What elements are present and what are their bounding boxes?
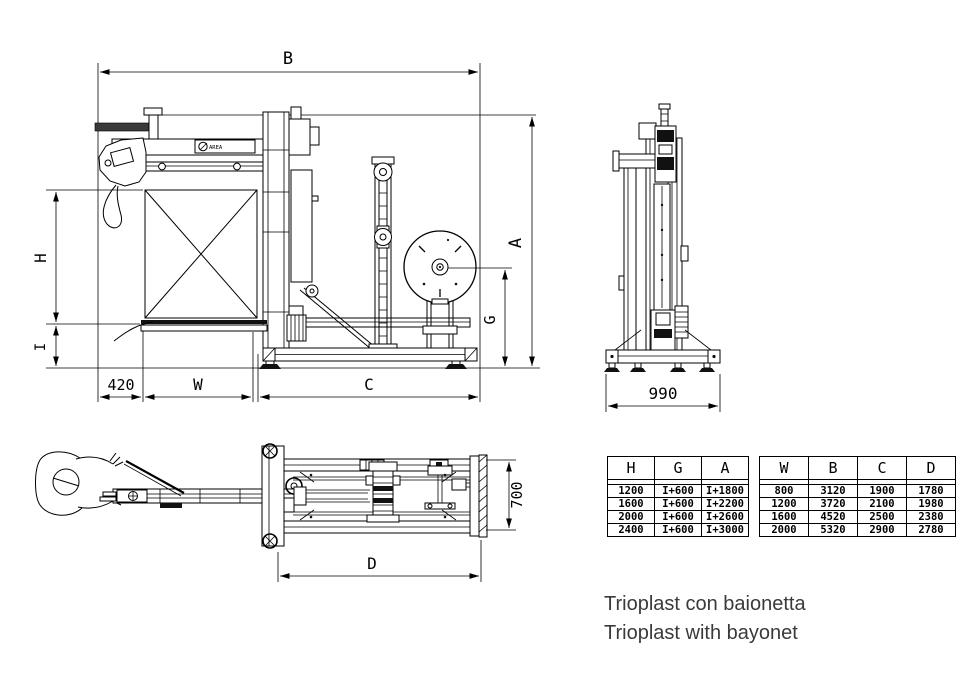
table-row: 1600 I+600 I+2200 <box>608 498 749 511</box>
dim-label-420: 420 <box>107 376 135 394</box>
column-panel <box>291 170 312 282</box>
side-arm <box>617 154 655 168</box>
header-cell: W <box>760 457 809 480</box>
dim-label-i: I <box>33 342 49 352</box>
dim-label-700: 700 <box>508 481 526 509</box>
dim-label-w: W <box>193 375 203 394</box>
operator-figure <box>36 452 124 515</box>
side-dimensions <box>606 374 720 412</box>
dim-label-c: C <box>364 375 374 394</box>
header-cell: C <box>858 457 907 480</box>
table-row: 1200 I+600 I+1800 <box>608 485 749 498</box>
side-base <box>606 350 720 363</box>
top-motor <box>289 119 310 155</box>
table-header-row <box>760 457 956 480</box>
top-view <box>36 444 527 582</box>
table-row: 2400 I+600 I+3000 <box>608 524 749 537</box>
dim-label-h: H <box>31 253 50 263</box>
table-row: 800 3120 1900 1780 <box>760 485 956 498</box>
film-loop <box>103 185 121 228</box>
dim-label-g: G <box>481 315 499 325</box>
pallet-box <box>145 190 257 318</box>
side-feet <box>604 363 715 372</box>
side-left-panel <box>624 167 636 352</box>
base-frame-top <box>262 444 487 548</box>
header-cell: G <box>655 457 702 480</box>
table-row: 1200 3720 2100 1980 <box>760 498 956 511</box>
spec-table-hga <box>607 456 749 537</box>
table-row: 2000 5320 2900 2780 <box>760 524 956 537</box>
front-view <box>31 49 540 402</box>
film-reel <box>404 231 476 348</box>
title-line-english: Trioplast with bayonet <box>604 622 798 644</box>
logo-text: AREA <box>209 145 223 151</box>
dim-label-d: D <box>367 554 377 573</box>
header-cell: H <box>608 457 655 480</box>
title-line-italian: Trioplast con baionetta <box>604 593 806 615</box>
product-title <box>604 590 806 648</box>
dim-label-b: B <box>282 49 294 69</box>
header-cell: A <box>702 457 749 480</box>
side-view <box>604 104 720 412</box>
bayonet-bar <box>95 123 150 131</box>
side-machine <box>604 104 720 372</box>
table-header-row <box>608 457 749 480</box>
front-machine <box>95 107 477 369</box>
table-row: 1600 4520 2500 2380 <box>760 511 956 524</box>
header-cell: D <box>907 457 956 480</box>
table-row: 2000 I+600 I+2600 <box>608 511 749 524</box>
spec-table-wbcd <box>759 456 956 537</box>
dim-label-a: A <box>506 237 526 249</box>
header-cell: B <box>809 457 858 480</box>
dim-label-990: 990 <box>648 384 678 403</box>
